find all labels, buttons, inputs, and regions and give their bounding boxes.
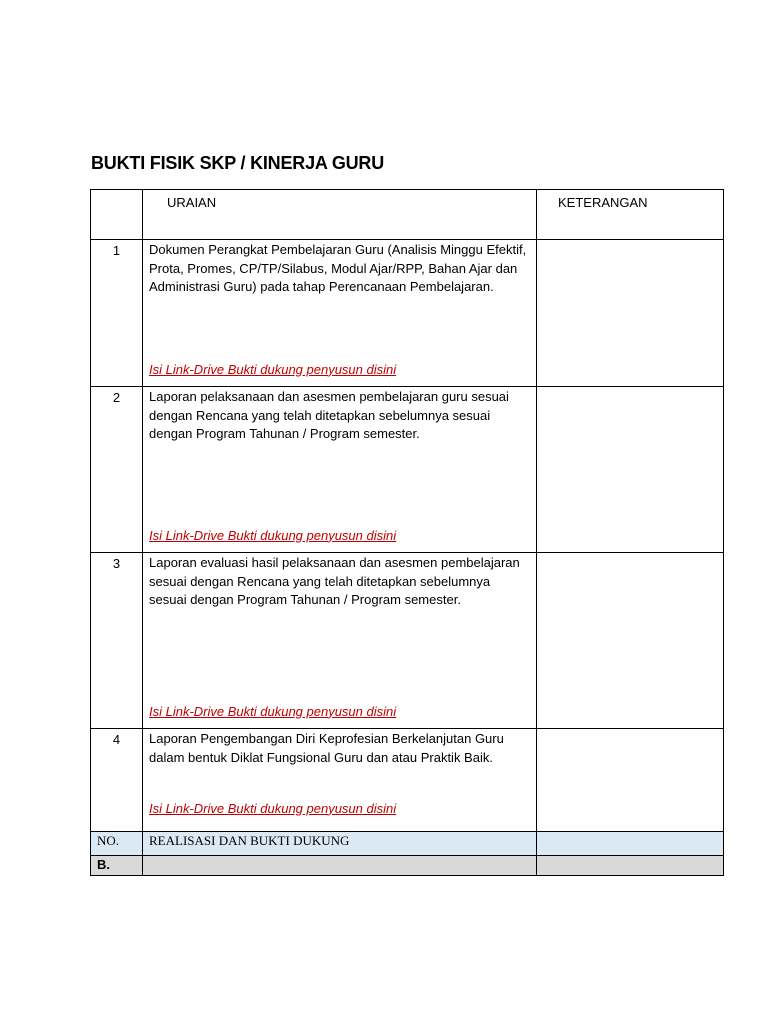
row-number: 3 <box>91 553 143 729</box>
drive-link[interactable]: Isi Link-Drive Bukti dukung penyusun disini <box>149 703 397 719</box>
row-keterangan[interactable] <box>537 240 724 387</box>
row-uraian-text: Laporan pelaksanaan dan asesmen pembelajaran guru sesuai dengan Rencana yang telah ditetapkan sebelumnya sesuai dengan Program Tahunan / Program semester. <box>149 389 509 441</box>
row-number: 1 <box>91 240 143 387</box>
document-title: BUKTI FISIK SKP / KINERJA GURU <box>91 153 385 173</box>
realisasi-empty <box>537 832 724 856</box>
section-b-label: B. <box>91 856 143 876</box>
table-row <box>91 240 724 387</box>
row-keterangan[interactable] <box>537 387 724 553</box>
section-b-uraian <box>143 856 537 876</box>
row-keterangan[interactable] <box>537 729 724 832</box>
drive-link[interactable]: Isi Link-Drive Bukti dukung penyusun disini <box>149 361 397 377</box>
table-row <box>91 387 724 553</box>
row-uraian-cell <box>143 240 537 387</box>
row-keterangan[interactable] <box>537 553 724 729</box>
drive-link[interactable]: Isi Link-Drive Bukti dukung penyusun disini <box>149 527 397 543</box>
row-uraian-text: Laporan Pengembangan Diri Keprofesian Berkelanjutan Guru dalam bentuk Diklat Fungsional Guru dan atau Praktik Baik. <box>149 731 504 765</box>
row-uraian-text: Laporan evaluasi hasil pelaksanaan dan asesmen pembelajaran sesuai dengan Rencana yang telah ditetapkan sebelumnya sesuai dengan Program Tahunan / Program semester. <box>149 555 520 607</box>
table-row <box>91 553 724 729</box>
row-uraian-text: Dokumen Perangkat Pembelajaran Guru (Analisis Minggu Efektif, Prota, Promes, CP/TP/Silabus, Modul Ajar/RPP, Bahan Ajar dan Administrasi Guru) pada tahap Perencanaan Pembelajaran. <box>149 242 527 294</box>
realisasi-label: REALISASI DAN BUKTI DUKUNG <box>143 832 537 856</box>
row-uraian-cell <box>143 729 537 832</box>
row-uraian-cell <box>143 553 537 729</box>
table-row <box>91 729 724 832</box>
drive-link[interactable]: Isi Link-Drive Bukti dukung penyusun disini <box>149 800 397 816</box>
header-no-cell <box>91 190 143 240</box>
header-uraian: URAIAN <box>143 190 537 240</box>
row-number: 2 <box>91 387 143 553</box>
header-keterangan: KETERANGAN <box>537 190 724 240</box>
section-b-keterangan <box>537 856 724 876</box>
row-uraian-cell <box>143 387 537 553</box>
realisasi-row <box>91 832 724 856</box>
row-number: 4 <box>91 729 143 832</box>
bukti-fisik-table <box>90 189 724 876</box>
realisasi-no: NO. <box>91 832 143 856</box>
table-header-row <box>91 190 724 240</box>
section-b-row <box>91 856 724 876</box>
